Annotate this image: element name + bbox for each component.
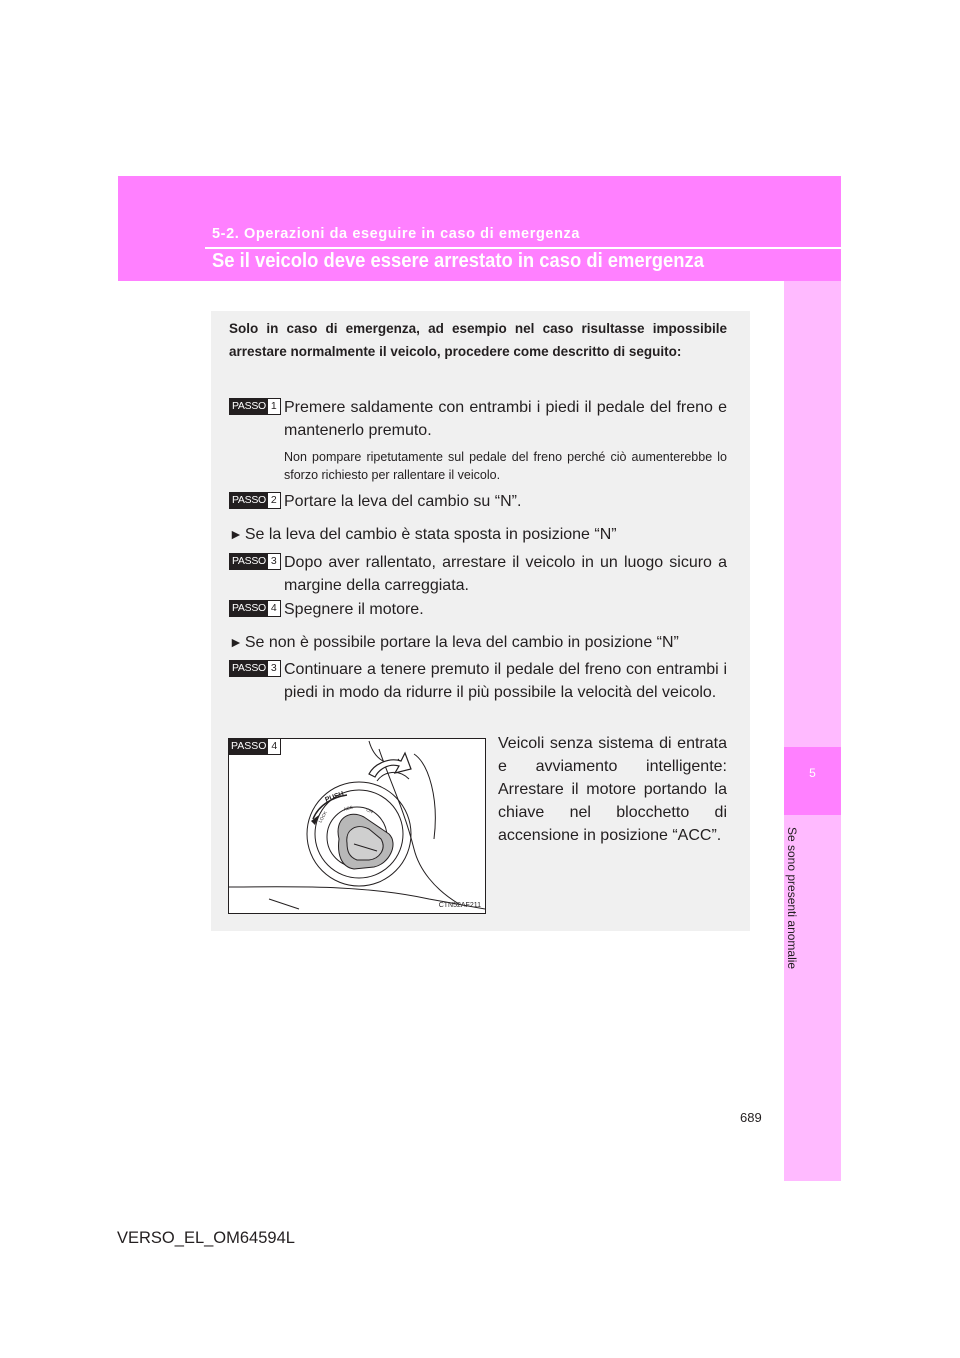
- triangle-bullet-icon: ►: [229, 526, 243, 542]
- section-label: 5-2. Operazioni da eseguire in caso di emergenza: [212, 226, 581, 242]
- step-badge-number: 4: [270, 602, 277, 614]
- step-badge: [229, 398, 281, 415]
- chapter-title: Se sono presenti anomalie: [785, 827, 799, 970]
- chapter-number: 5: [809, 766, 816, 780]
- step-text: Continuare a tenere premuto il pedale del freno con entrambi i piedi in modo da ridurre il più possibile la velocità del veicolo.: [284, 661, 727, 701]
- chapter-sidebar: [784, 281, 841, 1181]
- step-badge: [229, 492, 281, 509]
- ignition-key-icon: [229, 739, 485, 913]
- step-badge-number: 3: [270, 662, 277, 674]
- step-badge-word: PASSO: [232, 494, 266, 506]
- acc-label: ACC: [342, 804, 354, 812]
- step-note: Non pompare ripetutamente sul pedale del freno perché ciò aumenterebbe lo sforzo richiesto per rallentare il veicolo.: [284, 450, 727, 482]
- step-badge-word: PASSO: [232, 400, 266, 412]
- step-text: Dopo aver rallentato, arrestare il veicolo in un luogo sicuro a margine della carreggiata.: [284, 554, 727, 594]
- chapter-tab[interactable]: [784, 747, 841, 815]
- step-4b-text: Veicoli senza sistema di entrata e avviamento intelligente: Arrestare il motore portando la chiave nel blocchetto di accensione in posizione “ACC”.: [498, 735, 727, 844]
- step-text: Portare la leva del cambio su “N”.: [284, 493, 522, 510]
- step-badge: [229, 553, 281, 570]
- page-number: 689: [740, 1110, 762, 1125]
- step-badge-number: 2: [270, 494, 277, 506]
- step-text: Premere saldamente con entrambi i piedi il pedale del freno e mantenerlo premuto.: [284, 399, 727, 439]
- step-badge-number: 1: [270, 400, 277, 412]
- ignition-illustration: [228, 738, 486, 914]
- condition-heading-2: [229, 634, 679, 652]
- step-2: [229, 490, 727, 513]
- illustration-code: CTN52AF211: [438, 902, 481, 909]
- push-label: PUSH: [324, 790, 345, 804]
- step-badge: [229, 660, 281, 677]
- step-badge-word: PASSO: [231, 740, 267, 752]
- step-3a: [229, 551, 727, 597]
- condition-text: Se la leva del cambio è stata sposta in posizione “N”: [244, 526, 617, 543]
- document-code: VERSO_EL_OM64594L: [117, 1229, 295, 1247]
- condition-heading-1: [229, 526, 617, 544]
- step-1: [229, 396, 727, 484]
- triangle-bullet-icon: ►: [229, 634, 243, 650]
- lock-label: LOCK: [317, 810, 328, 824]
- step-badge-word: PASSO: [232, 555, 266, 567]
- step-3b: [229, 658, 727, 704]
- condition-text: Se non è possibile portare la leva del cambio in posizione “N”: [244, 634, 679, 651]
- step-badge-word: PASSO: [232, 662, 266, 674]
- step-badge-number: 3: [270, 555, 277, 567]
- header-divider: [205, 247, 841, 249]
- page-title: Se il veicolo deve essere arrestato in caso di emergenza: [212, 250, 704, 272]
- step-text: Spegnere il motore.: [284, 601, 424, 618]
- step-badge-word: PASSO: [232, 602, 266, 614]
- step-badge-number: 4: [271, 740, 278, 752]
- step-badge: [229, 600, 281, 617]
- step-4a: [229, 598, 727, 621]
- intro-text: Solo in caso di emergenza, ad esempio nel caso risultasse impossibile arrestare normalmente il veicolo, procedere come descritto di seguito:: [229, 321, 727, 359]
- on-label: ON: [365, 807, 374, 815]
